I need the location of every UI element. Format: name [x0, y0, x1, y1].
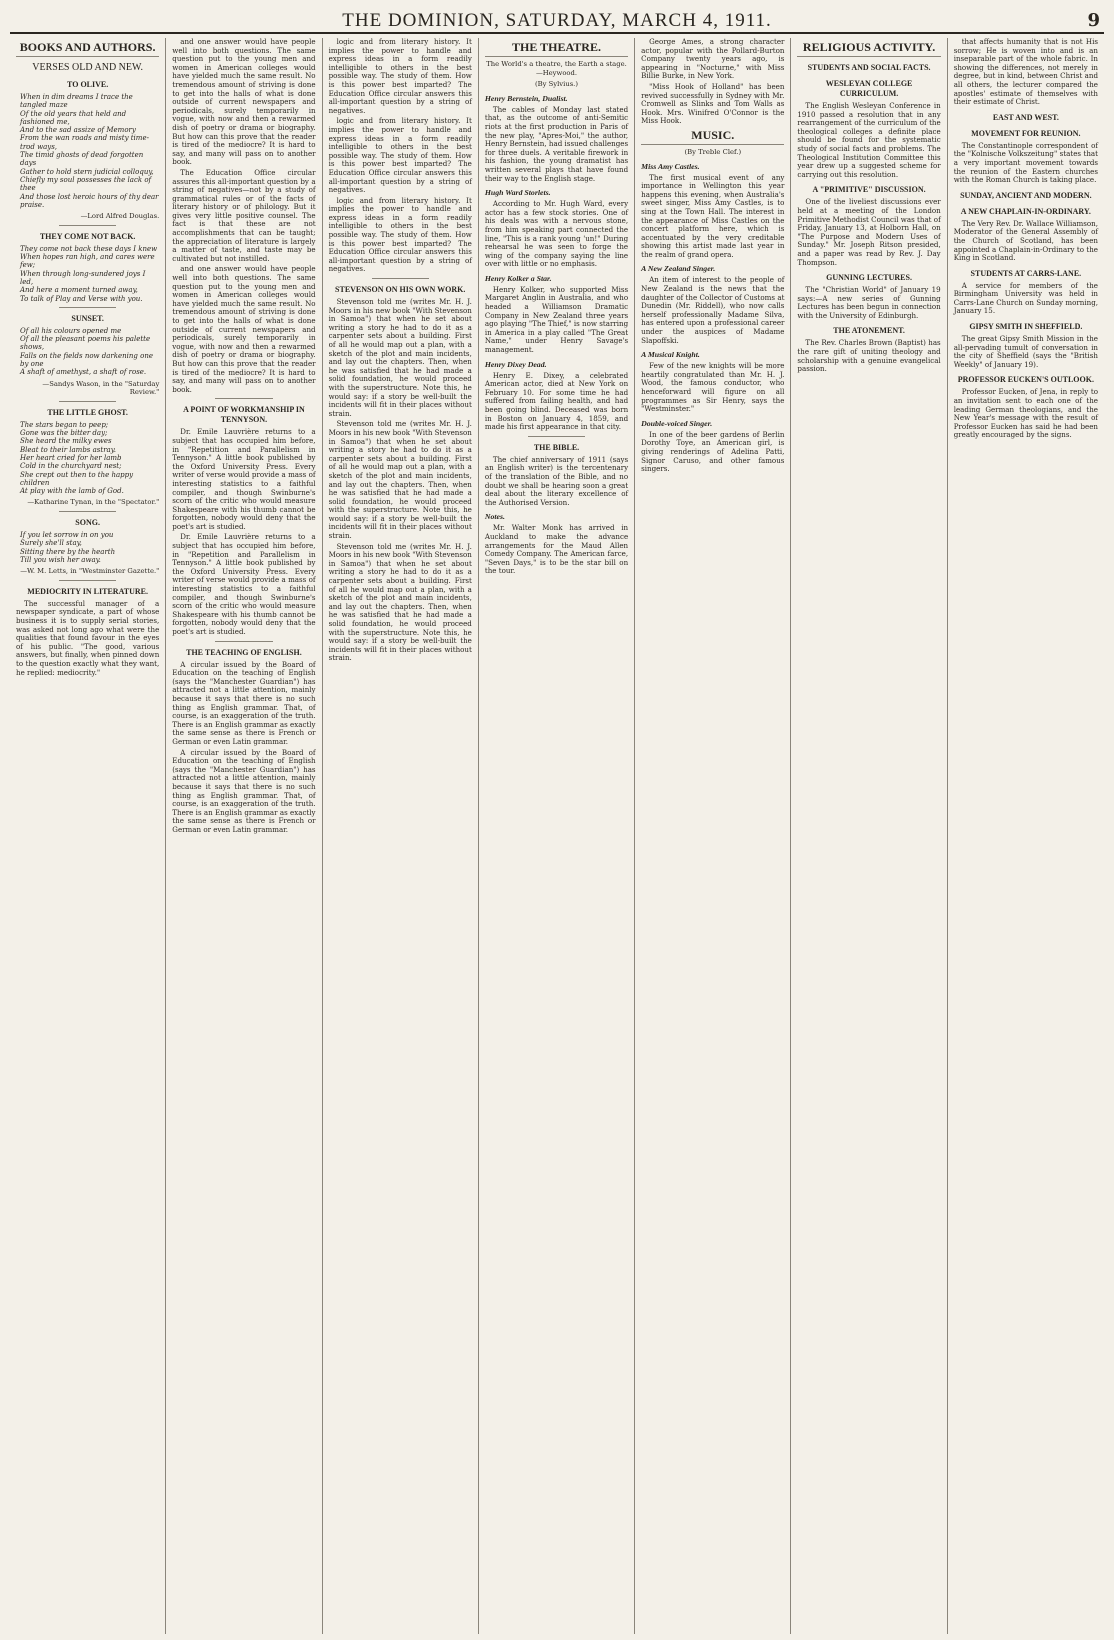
article-title: GUNNING LECTURES.	[826, 273, 912, 283]
column-7	[948, 38, 1104, 1634]
divider	[59, 307, 116, 308]
item-text: The English Wesleyan Conference in 1910 passed a resolution that in any rearrangement of the curriculum of the theological colleges a definite place should be found for the systematic study of social facts and problems. The Theological Institution Committee this year drew up a suggested scheme for carrying out this resolution.	[797, 101, 941, 179]
item-text: The "Christian World" of January 19 says:—A new series of Gunning Lectures has been begun in connection with the University of Edinburgh.	[797, 285, 941, 320]
item-text: The chief anniversary of 1911 (says an English writer) is the tercentenary of the translation of the Bible, and no doubt we shall be hearing soon a great deal about the literary excellence of the Authorised Version.	[484, 454, 629, 507]
page-title: THE DOMINION, SATURDAY, MARCH 4, 1911.	[342, 10, 772, 31]
poem-credit: —Lord Alfred Douglas.	[80, 212, 160, 221]
poem-body: The stars began to peep; Gone was the bitter day; She heard the milky ewes Bleat to their lambs astray. Her heart cried for her lamb Cold in the churchyard nest; She crept out then to the happy children At play with the lamb of God.	[20, 420, 134, 496]
column-4	[479, 38, 635, 1634]
article-title: STEVENSON ON HIS OWN WORK.	[335, 285, 466, 295]
item-text: Mr. Walter Monk has arrived in Auckland to make the advance arrangements for the Maud Allen Comedy Company. The American farce, "Seven Days," is to be the star bill on the tour.	[484, 523, 629, 576]
article-title: EAST AND WEST.	[992, 112, 1059, 122]
article-text: logic and from literary history. It implies the power to handle and express ideas in a form readily intelligible to others in the best possible way. The study of them. How is this power best imparted? The Education Office circular answers this all-important question by a string of negatives.	[328, 38, 472, 115]
section-heading-books: BOOKS AND AUTHORS.	[16, 40, 159, 57]
poem-title: THE LITTLE GHOST.	[47, 407, 128, 417]
divider	[59, 580, 116, 581]
poem-body: If you let sorrow in on you Surely she'll stay, Sitting there by the hearth Till you wish her away.	[20, 531, 116, 564]
article-title: THE ATONEMENT.	[833, 326, 905, 336]
poem-credit: —W. M. Letts, in "Westminster Gazette."	[20, 567, 160, 576]
byline: (By Treble Clef.)	[684, 147, 742, 156]
poem-body: They come not back these days I knew When hopes ran high, and cares were few; When through long-sundered joys I led, And here a moment turned away, To talk of Play and Verse with you.	[20, 244, 158, 303]
column-3	[323, 38, 479, 1634]
article-text: and one answer would have people well into both questions. The same question put to the young men and women in American colleges would have yielded much the same result. No tremendous amount of striving is done to get into the halls of what is done outside of current newspapers and periodicals, surely temporarily in vogue, with now and then a rewarmed dish of poetry or drama or biography. But how can this prove that the reader is tired of the mediocre? It is hard to say, and many will pass on to another book.	[172, 38, 316, 167]
article-text: The Education Office circular assures this all-important question by a string of negatives—not by a study of grammatical rules or of the facts of literary history or of philology. But it gives very little positive counsel. The fact is that these are not accomplishments that can be taught; the appreciation of literature is largely a matter of taste, and taste may be cultivated but not instilled.	[172, 167, 316, 263]
poem-credit: —Sandys Wason, in the "Saturday Review."	[42, 379, 160, 397]
article-text: Stevenson told me (writes Mr. H. J. Moors in his new book "With Stevenson in Samoa") that when he set about writing a story he had to do it as a carpenter sets about a building. First of all he would map out a plan, with a sketch of the plot and main incidents, and lay out the chapters. Then, when he was satisfied that he had made a solid foundation, he would proceed with the superstructure. Note this, he would say: if a story be well-built the incidents will fit in their places without strain.	[328, 297, 472, 418]
item-title: Henry Dixey Dead.	[484, 359, 547, 369]
article-subtitle: MOVEMENT FOR REUNION.	[971, 128, 1081, 138]
article-text: and one answer would have people well into both questions. The same question put to the young men and women in American colleges would have yielded much the same result. No tremendous amount of striving is done to get into the halls of what is done outside of current newspapers and periodicals, surely temporarily in vogue, with now and then a rewarmed dish of poetry or drama or biography. But how can this prove that the reader is tired of the mediocre? It is hard to say, and many will pass on to another book.	[172, 264, 316, 394]
article-title: GIPSY SMITH IN SHEFFIELD.	[969, 322, 1083, 332]
item-text: that affects humanity that is not His sorrow; He is woven into and is an inseparable part of the whole fabric. In showing the differences, not merely in degree, but in kind, between Christ and all others, the lecturer compared the apostles' estimate of themselves with their estimate of Christ.	[953, 38, 1098, 107]
column-1	[10, 38, 166, 1634]
divider	[59, 401, 116, 402]
poem-title: TO OLIVE.	[67, 80, 109, 89]
masthead	[10, 6, 1104, 34]
item-text: An item of interest to the people of New Zealand is the news that the daughter of the Collector of Customs at Dunedin (Mr. Riddell), who now calls herself professionally Madame Silva, has entered upon a professional career under the auspices of Madame Slapoffski.	[641, 275, 785, 345]
item-title: Miss Amy Castles.	[641, 161, 700, 171]
item-text: Professor Eucken, of Jena, in reply to an invitation sent to each one of the leading German theologians, and the New Year's message with the result of Professor Eucken has said he had been greatly encouraged by the signs.	[953, 387, 1098, 440]
article-text: A circular issued by the Board of Education on the teaching of English (says the "Manchester Guardian") has attracted not a little attention, mainly because it says that there is no such thing as English grammar. That, of course, is an exaggeration of the truth. There is an English grammar as exactly the same sense as there is French or German or even Latin grammar.	[172, 747, 316, 834]
item-title: Double-voiced Singer.	[641, 418, 713, 428]
poem-body: When in dim dreams I trace the tangled maze Of the old years that held and fashioned me, And to the sad assize of Memory From the wan roads and misty time-trod ways, The timid ghosts of dead forgotten days Gather to hold stern judicial colloquy, Chiefly my soul possesses the lack of thee And those lost heroic hours of thy dear praise.	[20, 93, 159, 209]
item-text: The Constantinople correspondent of the "Kolnische Volkszeitung" states that a very important movement towards the reunion of the Eastern churches with the Roman Church is taking place.	[953, 140, 1098, 185]
column-5	[635, 38, 791, 1634]
article-text: The successful manager of a newspaper syndicate, a part of whose business it is to supply serial stories, was asked not long ago what were the qualities that found favour in the eyes of his public. "The good, various answers, but finally, when pinned down to the question exactly what they want, he replied: mediocrity."	[16, 598, 160, 677]
item-text: One of the liveliest discussions ever held at a meeting of the London Primitive Methodist Council was that of Friday, January 13, at Holborn Hall, on "The Purpose and Modern Uses of Sunday." Mr. Joseph Ritson presided, and a paper was read by Rev. J. Day Thompson.	[797, 197, 941, 267]
poem-credit: —Katharine Tynan, in the "Spectator."	[27, 498, 160, 507]
item-text: The Very Rev. Dr. Wallace Williamson, Moderator of the General Assembly of the Church of Scotland, has been appointed a Chaplain-in-Ordinary to the King in Scotland.	[953, 218, 1098, 263]
page-number: 9	[1087, 10, 1100, 31]
article-title: PROFESSOR EUCKEN'S OUTLOOK.	[957, 375, 1094, 385]
article-text: Stevenson told me (writes Mr. H. J. Moors in his new book "With Stevenson in Samoa") that when he set about writing a story he had to do it as a carpenter sets about a building. First of all he would map out a plan, with a sketch of the plot and main incidents, and lay out the chapters. Then, when he was satisfied that he had made a solid foundation, he would proceed with the superstructure. Note this, he would say: if a story be well-built the incidents will fit in their places without strain.	[328, 541, 472, 663]
article-text: Dr. Emile Lauvrière returns to a subject that has occupied him before, in "Repetition and Parallelism in Tennyson." A little book published by the Oxford University Press. Every writer of verse would provide a mass of interesting statistics to a faithful compiler, and though Swinburne's scorn of the critic who would measure Shakespeare with his thumb cannot be forgotten, nobody would deny that the poet's art is studied.	[172, 427, 316, 531]
section-heading-theatre: THE THEATRE.	[485, 40, 628, 57]
article-title: A POINT OF WORKMANSHIP IN TENNYSON.	[183, 405, 305, 425]
item-text: In one of the beer gardens of Berlin Dorothy Toye, an American girl, is giving renderings of Adelina Patti, Signor Caruso, and other famous singers.	[641, 429, 785, 474]
epigraph: The World's a theatre, the Earth a stage.—Heywood.	[486, 60, 627, 77]
article-title: A NEW CHAPLAIN-IN-ORDINARY.	[960, 206, 1091, 216]
item-title: Henry Bernstein, Dualist.	[484, 93, 568, 103]
divider	[528, 436, 585, 437]
divider	[372, 278, 429, 279]
item-text: The cables of Monday last stated that, as the outcome of anti-Semitic riots at the first production in Paris of the new play, "Apres-Moi," the author, Henry Bernstein, had issued challenges for three duels. A veritable firework in his fashion, the young dramatist has written several plays that have found their way to the English stage.	[484, 104, 629, 183]
article-title: STUDENTS AT CARRS-LANE.	[970, 268, 1082, 278]
article-text: Stevenson told me (writes Mr. H. J. Moors in his new book "With Stevenson in Samoa") that when he set about writing a story he had to do it as a carpenter sets about a building. First of all he would map out a plan, with a sketch of the plot and main incidents, and lay out the chapters. Then, when he was satisfied that he had made a solid foundation, he would proceed with the superstructure. Note this, he would say: if a story be well-built the incidents will fit in their places without strain.	[328, 419, 472, 541]
article-text: Dr. Emile Lauvrière returns to a subject that has occupied him before, in "Repetition and Parallelism in Tennyson." A little book published by the Oxford University Press. Every writer of verse would provide a mass of interesting statistics to a faithful compiler, and though Swinburne's scorn of the critic who would measure Shakespeare with his thumb cannot be forgotten, nobody would deny that the poet's art is studied.	[172, 532, 316, 636]
item-title: Henry Kolker a Star.	[484, 273, 552, 283]
sub-heading: VERSES OLD AND NEW.	[32, 62, 144, 73]
poem-title: SUNSET.	[71, 313, 104, 323]
article-text: logic and from literary history. It implies the power to handle and express ideas in a form readily intelligible to others in the best possible way. The study of them. How is this power best imparted? The Education Office circular answers this all-important question by a string of negatives.	[328, 195, 472, 274]
section-heading-music: MUSIC.	[641, 128, 784, 145]
article-title: THE TEACHING OF ENGLISH.	[186, 647, 302, 657]
divider	[59, 511, 116, 512]
section-heading-religious: RELIGIOUS ACTIVITY.	[797, 40, 940, 57]
item-title: Hugh Ward Storlets.	[484, 188, 551, 198]
article-title: SUNDAY, ANCIENT AND MODERN.	[960, 190, 1092, 200]
article-title: MEDIOCRITY IN LITERATURE.	[27, 586, 148, 596]
article-title: STUDENTS AND SOCIAL FACTS.	[807, 63, 931, 72]
item-title: A Musical Knight.	[641, 350, 700, 360]
article-text: logic and from literary history. It implies the power to handle and express ideas in a form readily intelligible to others in the best possible way. The study of them. How is this power best imparted? The Education Office circular answers this all-important question by a string of negatives.	[328, 116, 472, 195]
columns	[10, 38, 1104, 1634]
item-text: Henry E. Dixey, a celebrated American actor, died at New York on February 10. For some time he had suffered from failing health, and had been going blind. Deceased was born in Boston on January 4, 1859, and made his first appearance in that city.	[484, 370, 629, 432]
item-text: "Miss Hook of Holland" has been revived successfully in Sydney with Mr. Cromwell as Slinks and Tom Walls as Hook. Mrs. Winifred O'Connor is the Miss Hook.	[641, 81, 785, 126]
item-text: George Ames, a strong character actor, popular with the Pollard-Burton Company twenty years ago, is appearing in "Nocturne," with Miss Billie Burke, in New York.	[641, 38, 785, 81]
divider	[59, 225, 116, 226]
divider	[215, 641, 272, 642]
poem-body: Of all his colours opened me Of all the pleasant poems his palette shows, Falls on the fields now darkening one by one A shaft of amethyst, a shaft of rose.	[20, 326, 153, 377]
poem-title: THEY COME NOT BACK.	[39, 231, 136, 241]
poem-title: SONG.	[75, 518, 100, 528]
item-text: According to Mr. Hugh Ward, every actor has a few stock stories. One of his deals was with a nervous stone, from him speaking part connected the line, "This is a rank young 'un!" During rehearsal he was seen to forge the wing of the company saying the line over with little or no emphasis.	[484, 199, 629, 269]
article-subtitle: WESLEYAN COLLEGE CURRICULUM.	[825, 79, 913, 98]
article-text: A circular issued by the Board of Education on the teaching of English (says the "Manchester Guardian") has attracted not a little attention, mainly because it says that there is no such thing as English grammar. That, of course, is an exaggeration of the truth. There is an English grammar as exactly the same sense as there is French or German or even Latin grammar.	[172, 659, 316, 746]
item-title: Notes.	[484, 512, 505, 522]
item-title: A New Zealand Singer.	[641, 264, 716, 274]
article-title: THE BIBLE.	[533, 442, 580, 452]
item-text: Few of the new knights will be more heartily congratulated than Mr. H. J. Wood, the famous conductor, who henceforward will figure on all programmes as Sir Henry, says the "Westminster."	[641, 361, 785, 414]
column-6	[791, 38, 947, 1634]
byline: (By Sylvius.)	[534, 80, 578, 89]
item-text: The Rev. Charles Brown (Baptist) has the rare gift of uniting theology and scholarship with a genuine evangelical passion.	[797, 338, 941, 374]
divider	[215, 398, 272, 399]
item-text: The first musical event of any importance in Wellington this year happens this evening, when Australia's sweet singer, Miss Amy Castles, is to sing at the Town Hall. The interest in the appearance of Miss Castles on the concert platform here, which is accentuated by the very creditable showing this artist made last year in the realm of grand opera.	[641, 172, 785, 259]
item-text: A service for members of the Birmingham University was held in Carrs-Lane Church on Sunday morning, January 15.	[953, 280, 1098, 316]
item-text: Henry Kolker, who supported Miss Margaret Anglin in Australia, and who headed a Williamson Dramatic Company in New Zealand three years ago playing "The Thief," is now starring in America in a play called "The Great Name," under Henry Savage's management.	[484, 284, 629, 355]
article-title: A "PRIMITIVE" DISCUSSION.	[812, 185, 926, 195]
item-text: The great Gipsy Smith Mission in the all-pervading tumult of conversation in the city of Sheffield (says the "British Weekly" of January 19).	[953, 334, 1098, 369]
column-2	[166, 38, 322, 1634]
